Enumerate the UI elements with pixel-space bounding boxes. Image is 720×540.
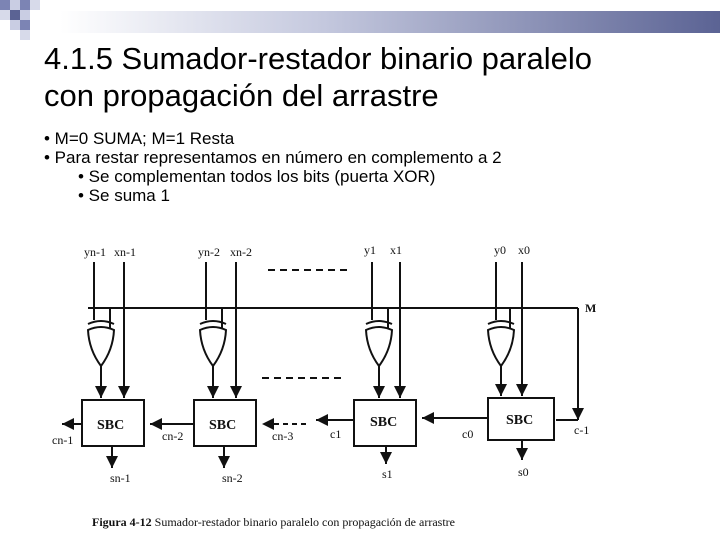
label-c-1: c1 — [330, 427, 342, 441]
figure-caption-number: Figura 4-12 — [92, 515, 152, 529]
label-c-n-3: cn-3 — [272, 429, 294, 443]
xor-gate — [88, 327, 114, 366]
bullet-subitem: • Se suma 1 — [78, 186, 170, 205]
bullet-item: • Para restar representamos en número en complemento a 2 — [44, 148, 502, 167]
label-s-1: s1 — [382, 467, 393, 481]
label-c-n-1: cn-1 — [52, 433, 74, 447]
stage-n-1 — [62, 262, 144, 468]
label-x-n-2: xn-2 — [230, 245, 252, 259]
label-x-1: x1 — [390, 243, 402, 257]
label-s-n-2: sn-2 — [222, 471, 243, 485]
label-y-n-1: yn-1 — [84, 245, 106, 259]
label-y-1: y1 — [364, 243, 376, 257]
bullet-subitem: • Se complementan todos los bits (puerta XOR) — [78, 167, 436, 186]
label-s-n-1: sn-1 — [110, 471, 131, 485]
label-s-0: s0 — [518, 465, 529, 479]
xor-gate — [488, 327, 514, 366]
label-m: M — [585, 301, 597, 315]
slide-title-line-2: con propagación del arrastre — [44, 78, 439, 113]
label-x-0: x0 — [518, 243, 530, 257]
sbc-label: SBC — [97, 418, 125, 433]
xor-gate — [200, 327, 226, 366]
stage-0 — [422, 262, 578, 460]
label-c-in: c-1 — [574, 423, 590, 437]
figure-caption — [92, 515, 455, 529]
label-y-0: y0 — [494, 243, 506, 257]
sbc-label: SBC — [506, 413, 534, 428]
label-c-0: c0 — [462, 427, 474, 441]
sbc-label: SBC — [370, 415, 398, 430]
slide-title-line-1: 4.1.5 Sumador-restador binario paralelo — [44, 41, 592, 76]
bullet-item: • M=0 SUMA; M=1 Resta — [44, 129, 235, 148]
xor-gate — [366, 327, 392, 366]
label-c-n-2: cn-2 — [162, 429, 184, 443]
sbc-label: SBC — [209, 418, 237, 433]
figure-caption-text: Sumador-restador binario paralelo con propagación de arrastre — [151, 515, 455, 529]
label-x-n-1: xn-1 — [114, 245, 136, 259]
label-y-n-2: yn-2 — [198, 245, 220, 259]
